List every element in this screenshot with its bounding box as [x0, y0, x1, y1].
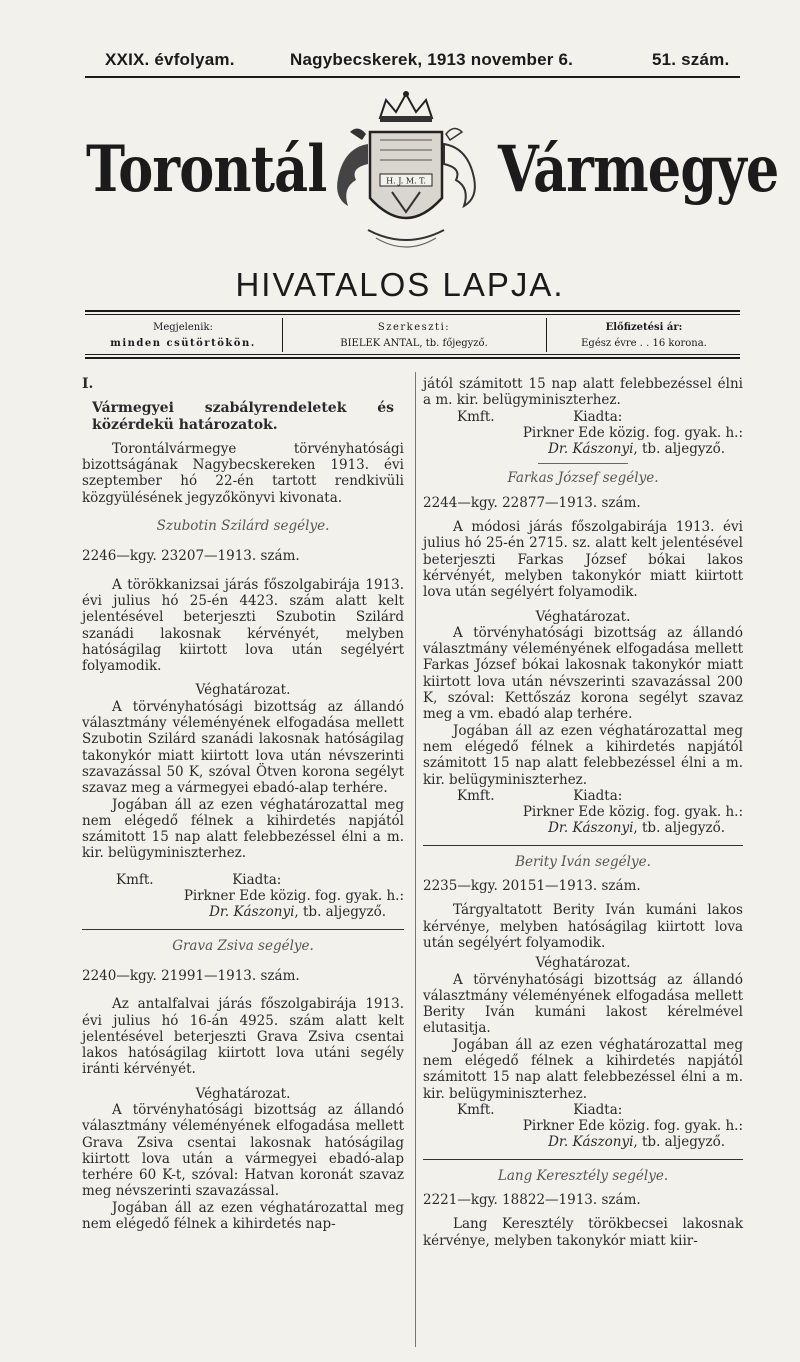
section-number: I.: [82, 376, 94, 392]
signer-name-line: [82, 904, 404, 920]
subtitle: HIVATALOS LAPJA.: [235, 266, 565, 303]
appeal-note: Jogában áll az ezen véghatározattal meg nem elégedő félnek a kihirdetés napjától számitott 15 nap alatt felebbezéssel élni a m. kir. belügyminiszterhez.: [423, 1036, 743, 1102]
article-ref: 2246—kgy. 23207—1913. szám.: [82, 548, 300, 565]
appeal-note: Jogában áll az ezen véghatározattal meg nem elégedő félnek a kihirdetés nap-: [82, 1199, 404, 1233]
kmft-label: Kmft.: [457, 1101, 495, 1118]
signer-name-line: [423, 441, 743, 457]
article-ref: 2244—kgy. 22877—1913. szám.: [423, 494, 641, 511]
kiadta-label: Kiadta:: [573, 787, 623, 804]
price-label: Előfizetési ár:: [605, 322, 683, 333]
article-title: Szubotin Szilárd segélye.: [156, 518, 330, 535]
decision-body: A törvényhatósági bizottság az állandó választmány véleményének elfogadása mellett Farkas József bókai lakosnak takonykór miatt kiirtott lova után névszerinti szavazással 200 K, szóval: Kettőszáz korona segélyt szavaz meg a vm. ebadó alap terhére.: [423, 624, 743, 723]
article-body: Tárgyaltatott Berity Iván kumáni lakos kérvénye, melyben hatóságilag kiirtott lova után segélyért folyamodik.: [423, 902, 743, 951]
kiadta-label: Kiadta:: [573, 1101, 623, 1118]
issue-number: 51. szám.: [652, 50, 730, 69]
article-body: A törökkanizsai járás főszolgabirája 1913. évi julius hó 25-én 4423. szám alatt kelt jelentésével beterjeszti Szubotin Szilárd szanádi lakosnak kérvényét, melyben hatóságilag kiirtott lova után segélyért folyamodik.: [82, 576, 404, 675]
info-divider: [546, 318, 547, 352]
kmft-line: [82, 872, 404, 888]
signer-title: , tb. aljegyző.: [633, 820, 725, 837]
decision-heading: Véghatározat.: [535, 608, 631, 625]
kmft-label: Kmft.: [457, 787, 495, 804]
right-column: [423, 376, 743, 1249]
signer-name: Dr. Kászonyi: [548, 441, 634, 458]
article-title: Farkas József segélye.: [507, 470, 659, 487]
decision-heading: Véghatározat.: [535, 955, 631, 972]
info-top-rule-thin: [85, 314, 740, 315]
signer-name: Dr. Kászonyi: [548, 1134, 634, 1151]
decision-body: A törvényhatósági bizottság az állandó választmány véleményének elfogadása mellett Szubotin Szilárd szanádi lakosnak hatóságilag takonykór miatt kiirtott lova után névszerinti szavazással 50 K, szóval Ötven korona segélyt szavaz meg a vármegyei ebadó-alap terhére.: [82, 698, 404, 797]
signer-title: , tb. aljegyző.: [633, 441, 725, 458]
article-ref: 2221—kgy. 18822—1913. szám.: [423, 1192, 641, 1209]
kiadta-label: Kiadta:: [232, 871, 282, 888]
price-value: Egész évre . . 16 korona.: [581, 338, 707, 349]
column-divider: [415, 372, 416, 1347]
kmft-line: [423, 788, 743, 804]
kiadta-label: Kiadta:: [573, 408, 623, 425]
volume-label: XXIX. évfolyam.: [105, 50, 235, 69]
decision-body: A törvényhatósági bizottság az állandó választmány véleményének elfogadása mellett Berity Iván kumáni lakost kérelmével elutasitja.: [423, 971, 743, 1037]
appeal-note: Jogában áll az ezen véghatározattal meg nem elégedő félnek a kihirdetés napjától számitott 15 nap alatt felebbezéssel élni a m. kir. belügyminiszterhez.: [423, 722, 743, 788]
signer-line: Pirkner Ede közig. fog. gyak. h.:: [522, 424, 743, 441]
place-date: Nagybecskerek, 1913 november 6.: [290, 50, 574, 69]
article-title: Berity Iván segélye.: [515, 853, 651, 870]
info-appears: [85, 320, 281, 352]
signer-title: , tb. aljegyző.: [633, 1134, 725, 1151]
left-column: [82, 376, 404, 1232]
appears-value: minden csütörtökön.: [110, 338, 256, 349]
title-left: Torontál: [86, 132, 327, 207]
section-title: Vármegyei szabályrendeletek és közérdekü határozatok.: [92, 400, 394, 433]
kmft-label: Kmft.: [116, 871, 154, 888]
continued-text: jától számitott 15 nap alatt felebbezéssel élni a m. kir. belügyminiszterhez.: [423, 376, 743, 409]
decision-heading: Véghatározat.: [195, 1085, 291, 1102]
editor-value: BIELEK ANTAL, tb. főjegyző.: [340, 338, 488, 349]
info-editor: [284, 320, 544, 352]
appears-label: Megjelenik:: [153, 322, 213, 333]
info-bottom-rule-thin: [85, 354, 740, 355]
article-title: Lang Keresztély segélye.: [497, 1167, 669, 1184]
signer-name-line: [423, 820, 743, 836]
signer-title: , tb. aljegyző.: [294, 904, 386, 921]
signer-name: Dr. Kászonyi: [209, 904, 295, 921]
decision-body: A törvényhatósági bizottság az állandó választmány véleményének elfogadása mellett Grava Zsiva csentai lakosnak hatóságilag kiirtott lova után a vármegyei ebadó-alap terhére 60 K-t, szóval: Hatvan koronát szavaz meg névszerinti szavazással.: [82, 1101, 404, 1200]
kmft-line: [423, 409, 743, 425]
info-price: [548, 320, 740, 352]
title-right: Vármegye: [498, 132, 779, 207]
article-body: Lang Keresztély törökbecsei lakosnak kérvénye, melyben takonykór miatt kiir-: [423, 1216, 743, 1249]
signer-name-line: [423, 1134, 743, 1150]
coat-of-arms-emblem: [322, 88, 490, 256]
editor-label: Szerkeszti:: [377, 322, 451, 333]
article-title: Grava Zsiva segélye.: [172, 937, 314, 954]
info-top-rule: [85, 310, 740, 312]
article-body: A módosi járás főszolgabirája 1913. évi julius hó 25-én 2715. sz. alatt kelt jelentésével beterjeszti Farkas József bókai lakos kérvényét, melyben takonykór miatt kiirtott lova után segélyért folyamodik.: [423, 519, 743, 601]
signer-name: Dr. Kászonyi: [548, 820, 634, 837]
signer-line: Pirkner Ede közig. fog. gyak. h.:: [522, 1118, 743, 1135]
info-bottom-rule: [85, 357, 740, 359]
article-ref: 2240—kgy. 21991—1913. szám.: [82, 967, 300, 984]
kmft-line: [423, 1102, 743, 1118]
decision-heading: Véghatározat.: [195, 682, 291, 699]
signer-line: Pirkner Ede közig. fog. gyak. h.:: [522, 804, 743, 821]
appeal-note: Jogában áll az ezen véghatározattal meg nem elégedő félnek a kihirdetés napjától számitott 15 nap alatt felebbezéssel élni a m. kir. belügyminiszterhez.: [82, 796, 404, 862]
info-divider: [282, 318, 283, 352]
intro-paragraph: Torontálvármegye törvényhatósági bizottságának Nagybecskereken 1913. évi szeptember hó 22-én tartott rendkivüli közgyülésének jegyzőkönyvi kivonata.: [82, 440, 404, 506]
kmft-label: Kmft.: [457, 408, 495, 425]
masthead-rule: [85, 76, 740, 78]
masthead-info-line: [100, 50, 740, 74]
crest-text: H. J. M. T.: [386, 176, 426, 186]
signer-line: Pirkner Ede közig. fog. gyak. h.:: [183, 888, 404, 905]
article-body: Az antalfalvai járás főszolgabirája 1913. évi julius hó 16-án 4925. szám alatt kelt jelentésével beterjeszti Grava Zsiva csentai lakos hatóságilag kiirtott lova utáni segély iránti kérvényét.: [82, 996, 404, 1078]
article-ref: 2235—kgy. 20151—1913. szám.: [423, 878, 641, 895]
